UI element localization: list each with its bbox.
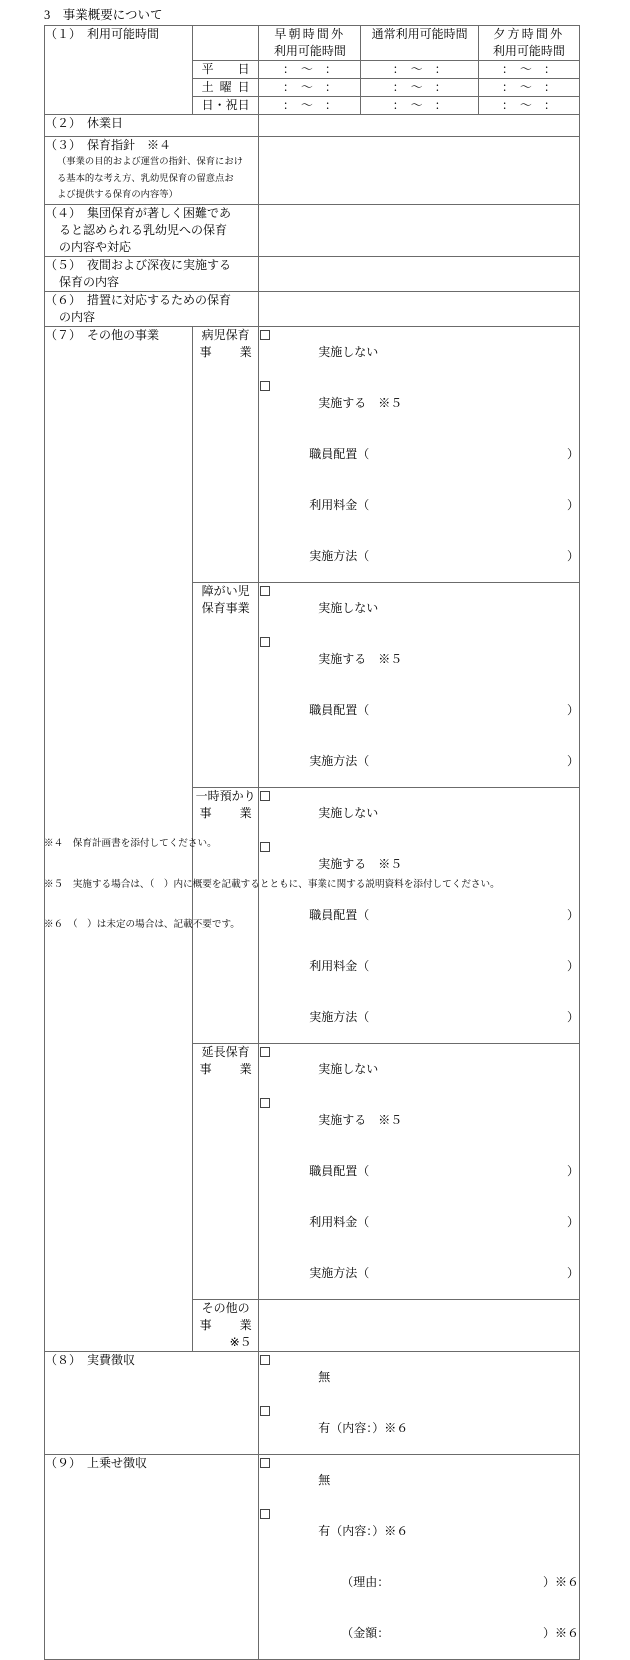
field-close-paren-note: ）※６ xyxy=(372,1523,409,1538)
checkbox-row-yes-extra-charge[interactable] xyxy=(259,1506,579,1557)
field-label: 利用料金（ xyxy=(309,958,370,973)
field-close-paren: ） xyxy=(566,702,579,717)
header-early-line2: 利用可能時間 xyxy=(273,44,346,58)
option-label: 実施しない xyxy=(318,600,379,615)
table-row-section4 xyxy=(45,204,580,256)
field-label: 実施方法（ xyxy=(309,753,370,768)
section5-label-cell xyxy=(45,256,259,291)
section4-label-line2: ると認められる乳幼児への保育 xyxy=(59,222,228,237)
option-label: 無 xyxy=(318,1369,331,1384)
checkbox-row-not-implement-disabled[interactable] xyxy=(259,583,579,634)
field-label: 職員配置（ xyxy=(309,1163,370,1178)
header-early-hours xyxy=(259,26,361,61)
option-label: 有（内容： xyxy=(318,1523,373,1538)
section9-label: （９） 上乗せ徴収 xyxy=(45,1455,148,1470)
day-label-saturday-text: 土曜日 xyxy=(201,80,250,94)
field-staffing-extended[interactable] xyxy=(259,1146,579,1197)
table-row-hours-header xyxy=(45,26,580,61)
option-label: 有（内容： xyxy=(318,1420,373,1435)
field-label: 利用料金（ xyxy=(309,497,370,512)
footnotes xyxy=(44,810,500,959)
option-label: 実施する ※５ xyxy=(318,395,403,410)
field-label: （理由： xyxy=(341,1574,390,1589)
section8-options xyxy=(259,1351,580,1454)
section3-note-line1: （事業の目的および運営の指針、保育におけ xyxy=(57,157,243,167)
field-close-paren: ） xyxy=(566,907,579,922)
field-close-paren: ） xyxy=(566,753,579,768)
section2-label: （２） 休業日 xyxy=(45,116,124,130)
section3-note-line2: る基本的な考え方、乳幼児保育の留意点お xyxy=(57,173,234,184)
subbusiness-label-disabled-child xyxy=(193,582,259,787)
checkbox-icon[interactable] xyxy=(260,330,270,340)
checkbox-icon[interactable] xyxy=(260,1458,270,1468)
field-label: 実施方法（ xyxy=(309,548,370,563)
field-label: （金額： xyxy=(341,1625,390,1640)
field-fee-extended[interactable] xyxy=(259,1197,579,1248)
table-row-section9 xyxy=(45,1454,580,1659)
checkbox-icon[interactable] xyxy=(260,637,270,647)
checkbox-row-implement-extended[interactable] xyxy=(259,1095,579,1146)
field-close-paren: ） xyxy=(566,1214,579,1229)
checkbox-row-no-actual-cost[interactable] xyxy=(259,1352,579,1403)
section6-label-cell xyxy=(45,291,259,326)
checkbox-row-implement-sick[interactable] xyxy=(259,378,579,429)
time-sunday-evening[interactable]: ： ～ ： xyxy=(478,97,579,115)
footnote-5: ※５ 実施する場合は、（ ）内に概要を記載するとともに、事業に関する説明資料を添付してください。 xyxy=(44,878,500,890)
subbusiness-extended-line2: 事 業 xyxy=(199,1061,252,1076)
field-label: 職員配置（ xyxy=(309,907,370,922)
section1-label-cell xyxy=(45,26,193,115)
section3-value-cell[interactable] xyxy=(259,137,580,205)
subbusiness-other-line2: 事 業 xyxy=(199,1317,252,1332)
section5-label-line1: （５） 夜間および深夜に実施する xyxy=(45,257,232,272)
field-label: 利用料金（ xyxy=(309,1214,370,1229)
subbusiness-extended-line1: 延長保育 xyxy=(201,1044,250,1059)
field-label: 職員配置（ xyxy=(309,702,370,717)
table-row-section3 xyxy=(45,137,580,205)
option-label: 実施しない xyxy=(318,1061,379,1076)
section8-label: （８） 実費徴収 xyxy=(45,1352,136,1367)
time-saturday-normal[interactable]: ： ～ ： xyxy=(361,79,478,97)
header-normal-hours xyxy=(361,26,478,61)
option-label: 実施しない xyxy=(318,805,379,820)
time-saturday-evening[interactable]: ： ～ ： xyxy=(478,79,579,97)
day-label-weekday-text: 平 日 xyxy=(201,62,250,76)
checkbox-icon[interactable] xyxy=(260,1098,270,1108)
section3-label-cell xyxy=(45,137,259,205)
subbusiness-disabled-child-line2: 保育事業 xyxy=(201,600,250,615)
header-early-line1: 早朝時間外 xyxy=(274,27,346,41)
checkbox-row-not-implement-extended[interactable] xyxy=(259,1044,579,1095)
checkbox-icon[interactable] xyxy=(260,586,270,596)
time-sunday-early[interactable]: ： ～ ： xyxy=(259,97,361,115)
checkbox-icon[interactable] xyxy=(260,1047,270,1057)
option-label: 実施する ※５ xyxy=(318,651,403,666)
subbusiness-sick-child-line2: 事 業 xyxy=(199,344,252,359)
checkbox-row-yes-actual-cost[interactable] xyxy=(259,1403,579,1454)
section3-note-line3: よび提供する保育の内容等） xyxy=(57,190,178,200)
header-evening-line2: 利用可能時間 xyxy=(492,44,565,58)
subbusiness-temporary-line2: 事 業 xyxy=(199,805,252,820)
section4-label-cell xyxy=(45,204,259,256)
subbusiness-label-extended xyxy=(193,1043,259,1299)
field-close-paren-note: ）※６ xyxy=(372,1420,409,1435)
section3-label: （３） 保育指針 ※４ xyxy=(45,138,172,152)
field-fee-sick[interactable] xyxy=(259,480,579,531)
section7-label: （７） その他の事業 xyxy=(45,327,160,342)
time-weekday-early[interactable]: ： ～ ： xyxy=(259,61,361,79)
subbusiness-other-line1: その他の xyxy=(201,1300,250,1315)
day-label-weekday xyxy=(193,61,259,79)
section9-options xyxy=(259,1454,580,1659)
day-label-sunday-holiday xyxy=(193,97,259,115)
checkbox-row-implement-disabled[interactable] xyxy=(259,634,579,685)
section4-value-cell[interactable] xyxy=(259,204,580,256)
field-close-paren: ） xyxy=(566,497,579,512)
table-row-section6 xyxy=(45,291,580,326)
section6-value-cell[interactable] xyxy=(259,291,580,326)
footnote-4: ※４ 保育計画書を添付してください。 xyxy=(44,838,217,849)
checkbox-row-no-extra-charge[interactable] xyxy=(259,1455,579,1506)
page-title: 3 事業概要について xyxy=(44,8,163,22)
field-staffing-sick[interactable] xyxy=(259,429,579,480)
checkbox-icon[interactable] xyxy=(260,1509,270,1519)
option-label: 実施する ※５ xyxy=(318,1112,403,1127)
field-close-paren: ） xyxy=(566,1009,579,1024)
field-label: 実施方法（ xyxy=(309,1265,370,1280)
field-close-paren: ） xyxy=(566,1163,579,1178)
table-row-section2 xyxy=(45,115,580,137)
checkbox-icon[interactable] xyxy=(260,381,270,391)
subbusiness-options-sick-child xyxy=(259,326,580,582)
subbusiness-temporary-line1: 一時預かり xyxy=(195,788,256,803)
checkbox-icon[interactable] xyxy=(260,1406,270,1416)
checkbox-icon[interactable] xyxy=(260,791,270,801)
table-row-section5 xyxy=(45,256,580,291)
section2-value-cell[interactable] xyxy=(259,115,580,137)
header-normal-line1: 通常利用可能時間 xyxy=(371,27,468,41)
subbusiness-other-value-cell[interactable] xyxy=(259,1299,580,1351)
day-label-sunday-holiday-text: 日・祝日 xyxy=(201,98,250,112)
table-row-section8 xyxy=(45,1351,580,1454)
field-amount-extra-charge[interactable] xyxy=(259,1608,579,1659)
field-close-paren-note: ）※６ xyxy=(542,1574,579,1589)
day-header-spacer xyxy=(193,26,259,61)
section5-label-line2: 保育の内容 xyxy=(59,274,120,289)
field-method-temporary[interactable] xyxy=(259,992,579,1043)
field-staffing-disabled[interactable] xyxy=(259,685,579,736)
footnote-6: ※６ （ ）は未定の場合は、記載不要です。 xyxy=(44,919,240,930)
field-close-paren: ） xyxy=(566,548,579,563)
subbusiness-disabled-child-line1: 障がい児 xyxy=(201,583,250,598)
header-evening-line1: 夕方時間外 xyxy=(493,27,565,41)
section1-label: （１） 利用可能時間 xyxy=(45,27,160,41)
time-saturday-early[interactable]: ： ～ ： xyxy=(259,79,361,97)
section9-label-cell xyxy=(45,1454,259,1659)
time-sunday-normal[interactable]: ： ～ ： xyxy=(361,97,478,115)
field-method-disabled[interactable] xyxy=(259,736,579,787)
subbusiness-label-sick-child xyxy=(193,326,259,582)
option-label: 実施する ※５ xyxy=(318,856,403,871)
section5-value-cell[interactable] xyxy=(259,256,580,291)
checkbox-row-not-implement-sick[interactable] xyxy=(259,327,579,378)
table-row-sick-child-care xyxy=(45,326,580,582)
field-label: 職員配置（ xyxy=(309,446,370,461)
checkbox-icon[interactable] xyxy=(260,1355,270,1365)
field-method-sick[interactable] xyxy=(259,531,579,582)
section4-label-line1: （４） 集団保育が著しく困難であ xyxy=(45,205,232,220)
section8-label-cell xyxy=(45,1351,259,1454)
field-close-paren: ） xyxy=(566,446,579,461)
section4-label-line3: の内容や対応 xyxy=(59,239,132,254)
header-evening-hours xyxy=(478,26,579,61)
subbusiness-sick-child-line1: 病児保育 xyxy=(201,327,250,342)
subbusiness-other-line3: ※５ xyxy=(229,1334,252,1349)
subbusiness-options-disabled-child xyxy=(259,582,580,787)
field-close-paren: ） xyxy=(566,1265,579,1280)
field-reason-extra-charge[interactable] xyxy=(259,1557,579,1608)
time-weekday-normal[interactable]: ： ～ ： xyxy=(361,61,478,79)
section2-label-cell xyxy=(45,115,259,137)
subbusiness-options-extended xyxy=(259,1043,580,1299)
field-close-paren: ） xyxy=(566,958,579,973)
time-weekday-evening[interactable]: ： ～ ： xyxy=(478,61,579,79)
subbusiness-label-other xyxy=(193,1299,259,1351)
option-label: 実施しない xyxy=(318,344,379,359)
field-label: 実施方法（ xyxy=(309,1009,370,1024)
field-close-paren-note: ）※６ xyxy=(542,1625,579,1640)
day-label-saturday xyxy=(193,79,259,97)
section6-label-line1: （６） 措置に対応するための保育 xyxy=(45,292,232,307)
field-method-extended[interactable] xyxy=(259,1248,579,1299)
option-label: 無 xyxy=(318,1472,331,1487)
section6-label-line2: の内容 xyxy=(59,309,96,324)
